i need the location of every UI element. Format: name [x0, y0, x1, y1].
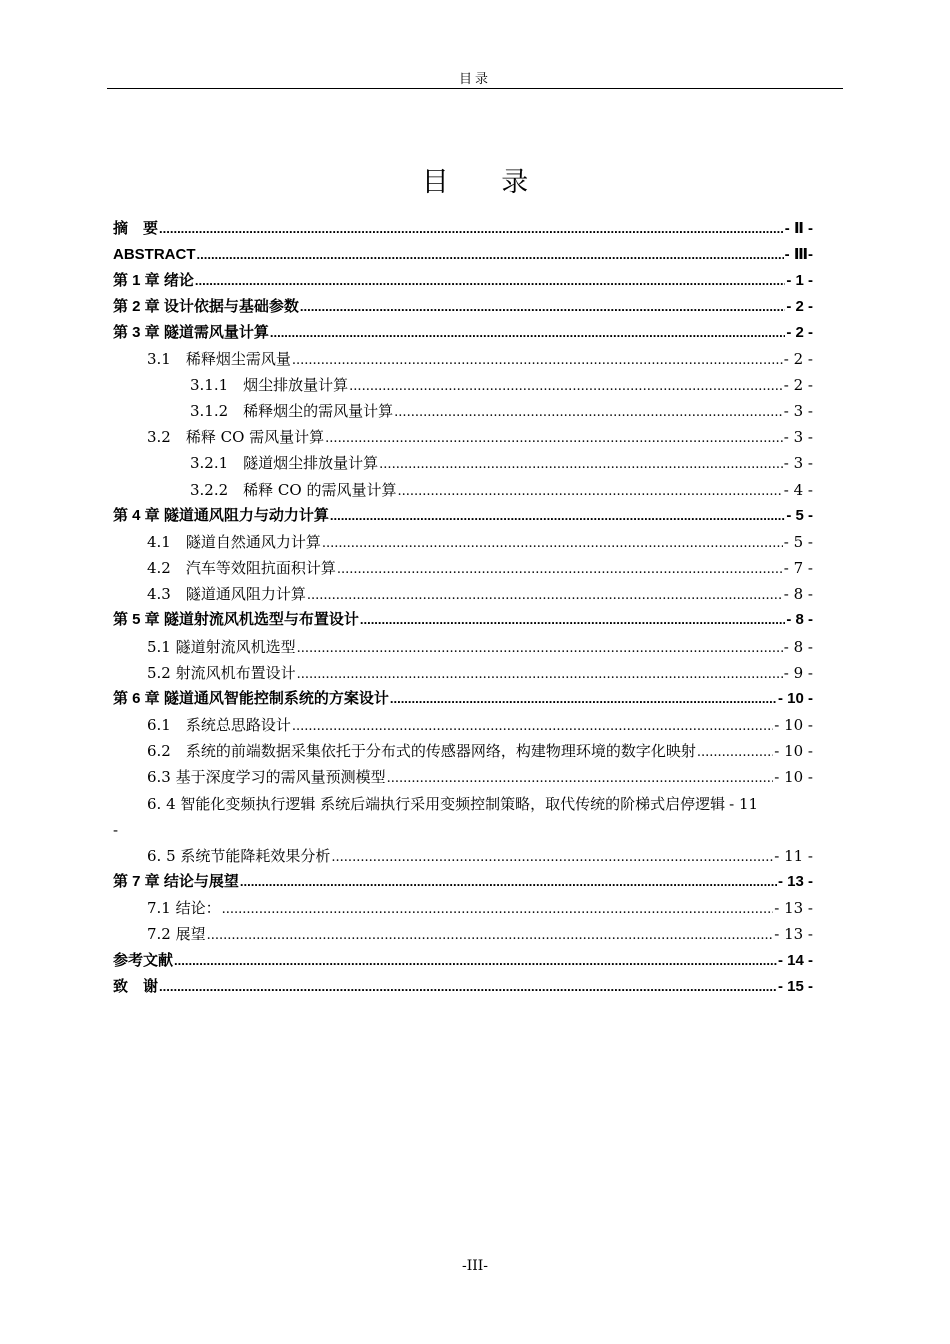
toc-label: 6.3 基于深度学习的需风量预测模型 [147, 768, 386, 786]
toc-page: - 2 - [783, 350, 813, 368]
toc-leader [331, 847, 773, 869]
toc-page: - 15 - [777, 978, 813, 995]
toc-label: 3.1.2 稀释烟尘的需风量计算 [190, 402, 394, 420]
toc-leader [349, 376, 783, 398]
toc-entry-ch5[interactable] [113, 609, 813, 631]
toc-page: - 2 - [783, 376, 813, 394]
toc-entry-7-1[interactable] [147, 897, 813, 919]
toc-label: 第 6 章 隧道通风智能控制系统的方案设计 [113, 690, 389, 707]
toc-entry-3-2[interactable] [147, 426, 813, 448]
toc-page: - 11 - [774, 847, 813, 865]
toc-leader [697, 742, 773, 764]
toc-entry-6-4[interactable] [147, 793, 837, 815]
toc-label: 3.2.2 稀释 CO 的需风量计算 [190, 481, 397, 499]
toc-page: - 11 [729, 795, 759, 813]
toc-entry-5-2[interactable] [147, 662, 813, 684]
toc-page: - 5 - [786, 507, 813, 524]
toc-leader [270, 322, 785, 344]
toc-page: - 3 - [783, 454, 813, 472]
toc-page: - 9 - [783, 664, 813, 682]
toc-label: ABSTRACT [113, 246, 196, 263]
toc-leader [195, 270, 785, 292]
toc-entry-6-3[interactable] [147, 766, 813, 788]
toc-leader [394, 402, 783, 424]
toc-label: 参考文献 [113, 952, 174, 969]
toc-label: 3.1 稀释烟尘需风量 [147, 350, 291, 368]
toc-label: 4.2 汽车等效阻抗面积计算 [147, 559, 336, 577]
toc-leader [297, 664, 783, 686]
toc-entry-3-2-1[interactable] [190, 452, 813, 474]
toc-leader [387, 768, 774, 790]
page-number: -III- [461, 1258, 489, 1274]
toc-leader [292, 350, 783, 372]
toc-entry-3-1-1[interactable] [190, 374, 813, 396]
toc-label: 4.3 隧道通风阻力计算 [147, 585, 306, 603]
toc-entry-4-3[interactable] [147, 583, 813, 605]
header-rule [107, 88, 843, 89]
toc-page: - 3 - [783, 428, 813, 446]
toc-leader [325, 428, 783, 450]
toc-entry-3-1[interactable] [147, 348, 813, 370]
toc-label: 7.1 结论： [147, 899, 221, 917]
toc-page: - Ⅱ - [784, 220, 813, 237]
toc-leader [292, 716, 773, 738]
toc-entry-ch3[interactable] [113, 322, 813, 344]
toc-entry-5-1[interactable] [147, 636, 813, 658]
toc-entry-6-2[interactable] [147, 740, 813, 762]
toc-entry-6-1[interactable] [147, 714, 813, 736]
running-header: 目录 [458, 72, 491, 87]
toc-label: 6.2 系统的前端数据采集依托于分布式的传感器网络，构建物理环境的数字化映射 [147, 742, 696, 760]
toc-page: - 13 - [774, 925, 813, 943]
toc-label: 第 1 章 绪论 [113, 272, 194, 289]
toc-leader [207, 925, 774, 947]
toc-label: 摘 要 [113, 220, 159, 237]
toc-leader [322, 533, 783, 555]
toc-page: - 4 - [783, 481, 813, 499]
toc-label: 6.1 系统总思路设计 [147, 716, 291, 734]
toc-page: - 8 - [783, 638, 813, 656]
toc-entry-references[interactable] [113, 950, 813, 972]
toc-entry-ch7[interactable] [113, 871, 813, 893]
toc-leader [300, 296, 785, 318]
toc-leader [390, 688, 777, 710]
toc-leader [307, 585, 783, 607]
toc-label: 7.2 展望 [147, 925, 206, 943]
toc-label: 致 谢 [113, 978, 159, 995]
toc-entry-4-1[interactable] [147, 531, 813, 553]
page-title: 目 录 [421, 167, 551, 198]
toc-entry-ch1[interactable] [113, 270, 813, 292]
toc-label: 4.1 隧道自然通风力计算 [147, 533, 321, 551]
toc-page: - 2 - [786, 324, 813, 341]
toc-leader [159, 218, 784, 240]
toc-leader [397, 481, 782, 503]
toc-label: 3.2 稀释 CO 需风量计算 [147, 428, 325, 446]
toc-leader [240, 871, 777, 893]
toc-leader [197, 244, 784, 266]
toc-leader [222, 899, 774, 921]
toc-entry-ch4[interactable] [113, 505, 813, 527]
toc-leader [379, 454, 783, 476]
toc-entry-6-4-continuation: - [113, 821, 119, 839]
toc-page: - Ⅲ- [784, 246, 813, 263]
toc-label: 5.1 隧道射流风机选型 [147, 638, 296, 656]
toc-label: 5.2 射流风机布置设计 [147, 664, 296, 682]
toc-label: 3.2.1 隧道烟尘排放量计算 [190, 454, 379, 472]
toc-page: - 5 - [783, 533, 813, 551]
toc-leader [174, 950, 777, 972]
toc-leader [360, 609, 785, 631]
toc-page: - 3 - [783, 402, 813, 420]
toc-leader [297, 638, 783, 660]
toc-page: - 10 - [774, 716, 813, 734]
toc-page: - 2 - [786, 298, 813, 315]
toc-page: - 10 - [774, 768, 813, 786]
toc-page: - 13 - [777, 873, 813, 890]
toc-entry-acknowledgements[interactable] [113, 976, 813, 998]
toc-leader [159, 976, 777, 998]
toc-label: 6. 5 系统节能降耗效果分析 [147, 847, 331, 865]
toc-page: - 10 - [777, 690, 813, 707]
toc-page: - 1 - [786, 272, 813, 289]
toc-entry-abstract-en[interactable] [113, 244, 813, 266]
toc-leader [337, 559, 783, 581]
toc-entry-ch6[interactable] [113, 688, 813, 710]
toc-entry-6-5[interactable] [147, 845, 813, 867]
toc-label: 6. 4 智能化变频执行逻辑 系统后端执行采用变频控制策略，取代传统的阶梯式启停逻辑 [147, 795, 726, 813]
toc-label: 第 2 章 设计依据与基础参数 [113, 298, 299, 315]
toc-entry-3-2-2[interactable] [190, 479, 813, 501]
toc-entry-4-2[interactable] [147, 557, 813, 579]
toc-label: 第 4 章 隧道通风阻力与动力计算 [113, 507, 329, 524]
toc-page: - 14 - [777, 952, 813, 969]
toc-leader [330, 505, 785, 527]
toc-page: - 13 - [774, 899, 813, 917]
toc-page: - 8 - [786, 611, 813, 628]
toc-page: - 8 - [783, 585, 813, 603]
toc-label: 第 3 章 隧道需风量计算 [113, 324, 269, 341]
toc-entry-7-2[interactable] [147, 923, 813, 945]
toc-label: 第 5 章 隧道射流风机选型与布置设计 [113, 611, 359, 628]
toc-page: - 10 - [774, 742, 813, 760]
toc-label: 第 7 章 结论与展望 [113, 873, 239, 890]
toc-entry-abstract-cn[interactable] [113, 218, 813, 240]
toc-page: - 7 - [783, 559, 813, 577]
toc-entry-ch2[interactable] [113, 296, 813, 318]
toc-label: 3.1.1 烟尘排放量计算 [190, 376, 349, 394]
toc-entry-3-1-2[interactable] [190, 400, 813, 422]
